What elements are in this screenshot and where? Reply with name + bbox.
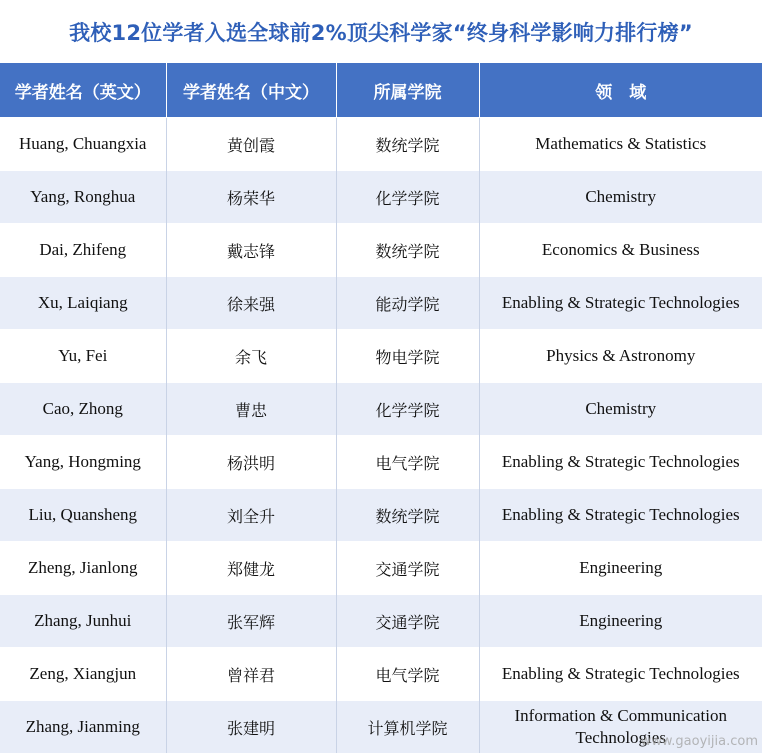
cell-school: 计算机学院 <box>336 701 479 753</box>
table-row <box>0 489 762 542</box>
cell-name-en: Cao, Zhong <box>0 383 166 436</box>
cell-name-en: Zhang, Jianming <box>0 701 166 753</box>
table-row <box>0 542 762 595</box>
cell-name-zh: 曾祥君 <box>166 648 336 701</box>
cell-name-zh: 张军辉 <box>166 595 336 648</box>
header-row <box>0 63 762 118</box>
cell-field: Engineering <box>479 542 762 595</box>
table-row <box>0 330 762 383</box>
cell-name-en: Yang, Hongming <box>0 436 166 489</box>
cell-school: 化学学院 <box>336 171 479 224</box>
cell-field: Physics & Astronomy <box>479 330 762 383</box>
cell-field: Information & Communication Technologies <box>479 701 762 753</box>
table-row <box>0 171 762 224</box>
cell-name-en: Huang, Chuangxia <box>0 118 166 171</box>
cell-name-zh: 杨荣华 <box>166 171 336 224</box>
cell-name-zh: 刘全升 <box>166 489 336 542</box>
cell-name-en: Yang, Ronghua <box>0 171 166 224</box>
cell-school: 能动学院 <box>336 277 479 330</box>
cell-school: 交通学院 <box>336 542 479 595</box>
cell-school: 电气学院 <box>336 648 479 701</box>
scholar-table <box>0 63 762 753</box>
cell-name-zh: 黄创霞 <box>166 118 336 171</box>
cell-name-zh: 徐来强 <box>166 277 336 330</box>
cell-name-zh: 郑健龙 <box>166 542 336 595</box>
cell-name-en: Dai, Zhifeng <box>0 224 166 277</box>
cell-school: 数统学院 <box>336 224 479 277</box>
table-row <box>0 383 762 436</box>
cell-name-zh: 张建明 <box>166 701 336 753</box>
header-name-zh: 学者姓名（中文） <box>166 63 336 118</box>
header-school: 所属学院 <box>336 63 479 118</box>
cell-school: 化学学院 <box>336 383 479 436</box>
cell-school: 数统学院 <box>336 118 479 171</box>
cell-name-zh: 曹忠 <box>166 383 336 436</box>
table-row <box>0 118 762 171</box>
header-field: 领 域 <box>479 63 762 118</box>
cell-field: Enabling & Strategic Technologies <box>479 648 762 701</box>
cell-name-en: Zheng, Jianlong <box>0 542 166 595</box>
table-row <box>0 595 762 648</box>
header-name-en: 学者姓名（英文） <box>0 63 166 118</box>
table-row <box>0 277 762 330</box>
table-header <box>0 63 762 118</box>
cell-school: 物电学院 <box>336 330 479 383</box>
cell-field: Mathematics & Statistics <box>479 118 762 171</box>
cell-name-zh: 杨洪明 <box>166 436 336 489</box>
table-row <box>0 224 762 277</box>
table-body <box>0 118 762 753</box>
table-row <box>0 648 762 701</box>
watermark: www.gaoyijia.com <box>640 734 758 749</box>
cell-name-zh: 戴志锋 <box>166 224 336 277</box>
cell-field: Enabling & Strategic Technologies <box>479 436 762 489</box>
cell-school: 电气学院 <box>336 436 479 489</box>
cell-school: 数统学院 <box>336 489 479 542</box>
cell-name-en: Zeng, Xiangjun <box>0 648 166 701</box>
cell-name-en: Yu, Fei <box>0 330 166 383</box>
cell-name-en: Xu, Laiqiang <box>0 277 166 330</box>
table-row <box>0 436 762 489</box>
cell-name-en: Liu, Quansheng <box>0 489 166 542</box>
cell-field: Enabling & Strategic Technologies <box>479 489 762 542</box>
page-title: 我校12位学者入选全球前2%顶尖科学家“终身科学影响力排行榜” <box>69 21 693 45</box>
cell-field: Chemistry <box>479 383 762 436</box>
cell-field: Engineering <box>479 595 762 648</box>
cell-field: Chemistry <box>479 171 762 224</box>
cell-field: Enabling & Strategic Technologies <box>479 277 762 330</box>
cell-name-en: Zhang, Junhui <box>0 595 166 648</box>
cell-name-zh: 余飞 <box>166 330 336 383</box>
cell-school: 交通学院 <box>336 595 479 648</box>
cell-field: Economics & Business <box>479 224 762 277</box>
